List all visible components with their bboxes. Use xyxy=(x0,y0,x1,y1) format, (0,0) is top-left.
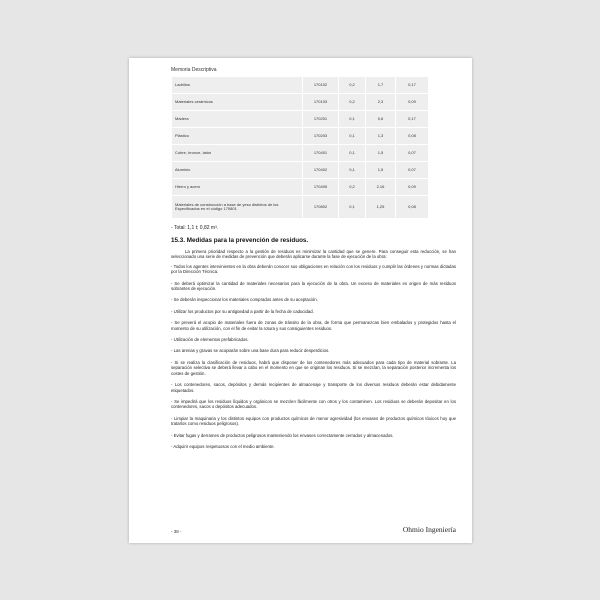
material-cell: Plástico xyxy=(172,128,303,145)
waste-table xyxy=(171,76,429,219)
volume-cell: 2,3 xyxy=(366,94,396,111)
measures-list xyxy=(171,264,456,450)
tonnes-cell: 0,1 xyxy=(339,128,366,145)
page-footer xyxy=(171,525,456,534)
density-cell: 0,17 xyxy=(396,111,429,128)
code-cell: 170405 xyxy=(303,179,339,196)
code-cell: 170402 xyxy=(303,162,339,179)
density-cell: 0,08 xyxy=(396,128,429,145)
volume-cell: 1,7 xyxy=(366,77,396,94)
tonnes-cell: 0,2 xyxy=(339,77,366,94)
measure-item: - Se deberá optimizar la cantidad de materiales necesarios para la ejecución de la obra. Un exceso de materiales es origen de más residuos sobrantes de ejecución. xyxy=(171,280,456,292)
company-logo: Ohmio Ingeniería xyxy=(402,525,456,534)
material-cell: Materiales cerámicos xyxy=(172,94,303,111)
measure-item: - Las arenas y gravas se acopiarán sobre una base dura para reducir desperdicios. xyxy=(171,348,330,354)
material-cell: Hierro y acero xyxy=(172,179,303,196)
tonnes-cell: 0,1 xyxy=(339,162,366,179)
material-cell: Ladrillos xyxy=(172,77,303,94)
code-cell: 170103 xyxy=(303,94,339,111)
volume-cell: 1,5 xyxy=(366,162,396,179)
volume-cell: 2,16 xyxy=(366,179,396,196)
table-row xyxy=(172,94,429,111)
density-cell: 0,17 xyxy=(396,77,429,94)
tonnes-cell: 0,1 xyxy=(339,111,366,128)
material-cell: Aluminio xyxy=(172,162,303,179)
volume-cell: 1,3 xyxy=(366,128,396,145)
tonnes-cell: 0,2 xyxy=(339,94,366,111)
measure-item: - Se preverá el acopio de materiales fuera de zonas de tránsito de la obra, de forma que permanezcan bien embalados y protegidos hasta el momento de su utilización, con el fin de evitar la rotura y sus consiguientes residuos. xyxy=(171,320,456,331)
volume-cell: 1,5 xyxy=(366,145,396,162)
volume-cell: 0,6 xyxy=(366,111,396,128)
measure-item: - Los contenedores, sacos, depósitos y demás recipientes de almacenaje y transporte de los diversos residuos deberán estar debidamente etiquetados. xyxy=(171,382,456,393)
code-cell: 170203 xyxy=(303,128,339,145)
measure-item: - Se impedirá que los residuos líquidos y orgánicos se mezclen fácilmente con otros y los contaminen. Los residuos se deberán depositar en los contenedores, sacos o depósitos adecuados. xyxy=(171,398,456,410)
table-row xyxy=(172,77,429,94)
document-page xyxy=(129,58,472,543)
material-cell: Madera xyxy=(172,111,303,128)
code-cell: 170102 xyxy=(303,77,339,94)
volume-cell: 1,25 xyxy=(366,196,396,219)
table-row xyxy=(172,111,429,128)
density-cell: 0,07 xyxy=(396,145,429,162)
page-number: - 38 - xyxy=(171,529,182,534)
density-cell: 0,09 xyxy=(396,179,429,196)
tonnes-cell: 0,2 xyxy=(339,179,366,196)
tonnes-cell: 0,1 xyxy=(339,196,366,219)
code-cell: 170802 xyxy=(303,196,339,219)
measure-item: - Todos los agentes intervinientes en la obra deberán conocer sus obligaciones en relación con los residuos y cumplir las órdenes y normas dictadas por la Dirección Técnica. xyxy=(171,263,456,275)
measure-item: - Utilización de elementos prefabricados. xyxy=(171,337,249,343)
section-heading: 15.3. Medidas para la prevención de residuos. xyxy=(171,237,309,244)
density-cell: 0,09 xyxy=(396,94,429,111)
material-cell: Cobre, bronce, latón xyxy=(172,145,303,162)
table-row xyxy=(172,179,429,196)
density-cell: 0,07 xyxy=(396,162,429,179)
table-row xyxy=(172,162,429,179)
measure-item: - Evitar fugas y derrames de productos peligrosos manteniendo los envases correctamente cerrados y almacenados. xyxy=(171,432,394,438)
code-cell: 170201 xyxy=(303,111,339,128)
density-cell: 0,08 xyxy=(396,196,429,219)
tonnes-cell: 0,1 xyxy=(339,145,366,162)
code-cell: 170401 xyxy=(303,145,339,162)
table-row xyxy=(172,145,429,162)
running-header: Memoria Descriptiva xyxy=(171,67,217,73)
measure-item: - Se deberán inspeccionar los materiales comprados antes de su aceptación. xyxy=(171,297,318,303)
measure-item: - Limpiar la maquinaria y los distintos equipos con productos químicos de menor agresividad (los envases de productos químicos tóxicos hoy que tratarlos como residuos peligrosos). xyxy=(171,415,456,427)
measure-item: - Adquirir equipos respetuosos con el medio ambiente. xyxy=(171,443,275,449)
material-cell: Materiales de construcción a base de yeso distintos de los Especificados en el código 170801 xyxy=(172,196,303,219)
table-row xyxy=(172,196,429,219)
measure-item: - Si se realiza la clasificación de residuos, habrá que disponer de los contenedores más adecuados para cada tipo de material sobrante. La separación selectiva se deberá llevar a cabo en el momento en que se originan los residuos. Si se mezclan, la separación posterior incrementa los costes de gestión. xyxy=(171,359,456,376)
measure-item: - Utilizar los productos por su antigüedad a partir de la fecha de caducidad. xyxy=(171,308,314,314)
section-intro: La primera prioridad respecto a la gestión de residuos es minimizar la cantidad que se genere. Para conseguir esta reducción, se han seleccionado una serie de medidas de prevención que deberán aplicarse durante la fase de ejecución de la obra: xyxy=(171,249,456,260)
table-row xyxy=(172,128,429,145)
total-summary: - Total: 1,1 t; 0,82 m³. xyxy=(171,225,219,231)
